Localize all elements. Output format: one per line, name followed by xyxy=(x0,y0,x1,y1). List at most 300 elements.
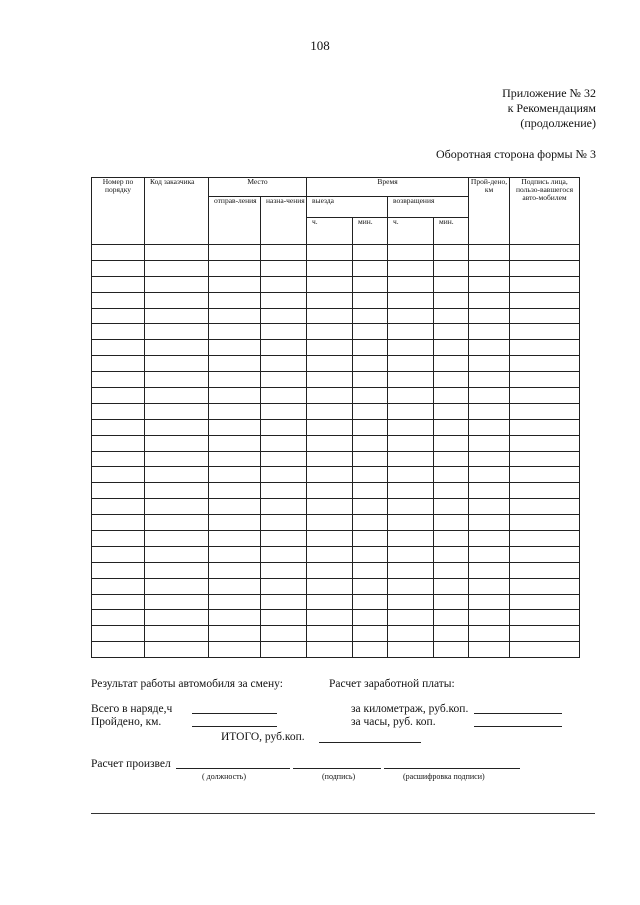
table-cell[interactable] xyxy=(353,578,388,594)
table-cell[interactable] xyxy=(209,435,261,451)
table-cell[interactable] xyxy=(434,642,469,658)
table-cell[interactable] xyxy=(145,340,209,356)
table-cell[interactable] xyxy=(353,515,388,531)
table-cell[interactable] xyxy=(307,308,353,324)
table-cell[interactable] xyxy=(261,324,307,340)
table-cell[interactable] xyxy=(145,419,209,435)
table-cell[interactable] xyxy=(388,372,434,388)
table-cell[interactable] xyxy=(388,531,434,547)
table-cell[interactable] xyxy=(92,276,145,292)
per-hours-field[interactable] xyxy=(474,726,562,727)
table-cell[interactable] xyxy=(469,308,510,324)
header-departure-hours: ч. xyxy=(307,218,353,245)
table-row xyxy=(92,403,580,419)
table-cell[interactable] xyxy=(209,610,261,626)
table-cell[interactable] xyxy=(353,419,388,435)
table-cell[interactable] xyxy=(307,372,353,388)
table-cell[interactable] xyxy=(434,403,469,419)
table-cell[interactable] xyxy=(388,324,434,340)
table-row xyxy=(92,642,580,658)
table-cell[interactable] xyxy=(469,292,510,308)
table-cell[interactable] xyxy=(92,531,145,547)
table-cell[interactable] xyxy=(261,562,307,578)
table-cell[interactable] xyxy=(92,578,145,594)
table-cell[interactable] xyxy=(353,292,388,308)
distance-km-field[interactable] xyxy=(192,726,277,727)
table-cell[interactable] xyxy=(434,372,469,388)
table-cell[interactable] xyxy=(353,403,388,419)
table-cell[interactable] xyxy=(510,562,580,578)
table-cell[interactable] xyxy=(388,578,434,594)
table-cell[interactable] xyxy=(145,308,209,324)
table-cell[interactable] xyxy=(469,324,510,340)
table-cell[interactable] xyxy=(261,642,307,658)
table-cell[interactable] xyxy=(434,276,469,292)
table-cell[interactable] xyxy=(209,594,261,610)
table-row xyxy=(92,515,580,531)
table-cell[interactable] xyxy=(307,531,353,547)
signature-field[interactable] xyxy=(293,768,381,769)
table-cell[interactable] xyxy=(145,324,209,340)
table-cell[interactable] xyxy=(92,451,145,467)
table-cell[interactable] xyxy=(209,403,261,419)
table-cell[interactable] xyxy=(353,531,388,547)
table-cell[interactable] xyxy=(434,245,469,261)
table-cell[interactable] xyxy=(145,578,209,594)
table-cell[interactable] xyxy=(209,562,261,578)
table-cell[interactable] xyxy=(92,467,145,483)
table-cell[interactable] xyxy=(510,435,580,451)
table-cell[interactable] xyxy=(510,451,580,467)
total-hours-field[interactable] xyxy=(192,713,277,714)
table-cell[interactable] xyxy=(353,483,388,499)
table-cell[interactable] xyxy=(469,372,510,388)
table-cell[interactable] xyxy=(469,594,510,610)
table-cell[interactable] xyxy=(261,594,307,610)
appendix-line-2: к Рекомендациям xyxy=(507,101,596,115)
table-cell[interactable] xyxy=(510,372,580,388)
table-cell[interactable] xyxy=(209,642,261,658)
table-cell[interactable] xyxy=(388,451,434,467)
table-cell[interactable] xyxy=(510,467,580,483)
table-cell[interactable] xyxy=(510,515,580,531)
table-cell[interactable] xyxy=(388,260,434,276)
table-cell[interactable] xyxy=(92,483,145,499)
table-cell[interactable] xyxy=(388,467,434,483)
table-cell[interactable] xyxy=(307,324,353,340)
table-cell[interactable] xyxy=(434,388,469,404)
table-cell[interactable] xyxy=(434,324,469,340)
table-cell[interactable] xyxy=(510,388,580,404)
table-cell[interactable] xyxy=(469,610,510,626)
table-cell[interactable] xyxy=(209,276,261,292)
table-cell[interactable] xyxy=(145,260,209,276)
table-cell[interactable] xyxy=(145,245,209,261)
table-cell[interactable] xyxy=(307,435,353,451)
table-cell[interactable] xyxy=(92,388,145,404)
table-cell[interactable] xyxy=(145,292,209,308)
table-cell[interactable] xyxy=(209,467,261,483)
table-cell[interactable] xyxy=(145,467,209,483)
table-cell[interactable] xyxy=(209,260,261,276)
table-cell[interactable] xyxy=(307,356,353,372)
table-cell[interactable] xyxy=(469,356,510,372)
table-cell[interactable] xyxy=(145,515,209,531)
table-cell[interactable] xyxy=(307,610,353,626)
table-cell[interactable] xyxy=(469,276,510,292)
table-cell[interactable] xyxy=(469,642,510,658)
table-cell[interactable] xyxy=(434,626,469,642)
table-row xyxy=(92,340,580,356)
table-cell[interactable] xyxy=(388,562,434,578)
header-return-hours: ч. xyxy=(388,218,434,245)
table-cell[interactable] xyxy=(469,483,510,499)
table-cell[interactable] xyxy=(209,388,261,404)
table-cell[interactable] xyxy=(209,499,261,515)
table-cell[interactable] xyxy=(261,483,307,499)
decoding-caption: (расшифровка подписи) xyxy=(403,772,485,781)
table-row xyxy=(92,467,580,483)
table-cell[interactable] xyxy=(92,292,145,308)
table-cell[interactable] xyxy=(92,260,145,276)
table-cell[interactable] xyxy=(510,260,580,276)
table-cell[interactable] xyxy=(145,372,209,388)
table-cell[interactable] xyxy=(261,403,307,419)
table-cell[interactable] xyxy=(261,546,307,562)
table-cell[interactable] xyxy=(92,356,145,372)
table-cell[interactable] xyxy=(353,260,388,276)
table-cell[interactable] xyxy=(145,610,209,626)
table-cell[interactable] xyxy=(261,388,307,404)
table-cell[interactable] xyxy=(469,403,510,419)
table-cell[interactable] xyxy=(92,245,145,261)
table-cell[interactable] xyxy=(353,610,388,626)
table-cell[interactable] xyxy=(261,308,307,324)
table-cell[interactable] xyxy=(307,546,353,562)
table-cell[interactable] xyxy=(353,372,388,388)
table-cell[interactable] xyxy=(353,467,388,483)
table-cell[interactable] xyxy=(307,626,353,642)
table-cell[interactable] xyxy=(261,372,307,388)
table-cell[interactable] xyxy=(209,531,261,547)
table-cell[interactable] xyxy=(92,594,145,610)
table-cell[interactable] xyxy=(469,419,510,435)
table-cell[interactable] xyxy=(145,546,209,562)
table-cell[interactable] xyxy=(92,499,145,515)
table-cell[interactable] xyxy=(209,245,261,261)
table-cell[interactable] xyxy=(209,356,261,372)
table-cell[interactable] xyxy=(388,419,434,435)
table-cell[interactable] xyxy=(307,499,353,515)
table-cell[interactable] xyxy=(261,467,307,483)
table-cell[interactable] xyxy=(434,546,469,562)
table-cell[interactable] xyxy=(353,546,388,562)
table-cell[interactable] xyxy=(434,260,469,276)
table-cell[interactable] xyxy=(92,515,145,531)
table-cell[interactable] xyxy=(510,292,580,308)
table-cell[interactable] xyxy=(434,292,469,308)
table-cell[interactable] xyxy=(388,594,434,610)
table-cell[interactable] xyxy=(307,340,353,356)
calc-by-label: Расчет произвел xyxy=(91,758,171,770)
table-cell[interactable] xyxy=(388,499,434,515)
table-cell[interactable] xyxy=(145,499,209,515)
table-cell[interactable] xyxy=(209,515,261,531)
table-cell[interactable] xyxy=(353,594,388,610)
table-cell[interactable] xyxy=(307,403,353,419)
table-cell[interactable] xyxy=(388,515,434,531)
table-cell[interactable] xyxy=(307,594,353,610)
table-cell[interactable] xyxy=(469,626,510,642)
table-cell[interactable] xyxy=(353,340,388,356)
table-cell[interactable] xyxy=(434,435,469,451)
table-cell[interactable] xyxy=(510,546,580,562)
table-cell[interactable] xyxy=(434,499,469,515)
header-number: Номер по порядку xyxy=(92,178,145,245)
table-cell[interactable] xyxy=(510,356,580,372)
table-cell[interactable] xyxy=(434,483,469,499)
table-row xyxy=(92,531,580,547)
header-time: Время xyxy=(307,178,469,197)
table-row xyxy=(92,419,580,435)
table-cell[interactable] xyxy=(388,308,434,324)
table-cell[interactable] xyxy=(469,578,510,594)
table-cell[interactable] xyxy=(261,276,307,292)
table-cell[interactable] xyxy=(209,419,261,435)
table-cell[interactable] xyxy=(469,546,510,562)
table-cell[interactable] xyxy=(145,642,209,658)
table-cell[interactable] xyxy=(145,483,209,499)
table-cell[interactable] xyxy=(353,562,388,578)
table-cell[interactable] xyxy=(209,626,261,642)
table-cell[interactable] xyxy=(469,245,510,261)
table-cell[interactable] xyxy=(209,483,261,499)
table-cell[interactable] xyxy=(145,276,209,292)
table-cell[interactable] xyxy=(510,531,580,547)
table-cell[interactable] xyxy=(307,451,353,467)
table-cell[interactable] xyxy=(469,531,510,547)
table-cell[interactable] xyxy=(261,260,307,276)
table-cell[interactable] xyxy=(209,308,261,324)
table-cell[interactable] xyxy=(145,388,209,404)
table-cell[interactable] xyxy=(510,594,580,610)
table-cell[interactable] xyxy=(209,340,261,356)
table-cell[interactable] xyxy=(261,340,307,356)
table-cell[interactable] xyxy=(469,451,510,467)
table-row xyxy=(92,324,580,340)
table-cell[interactable] xyxy=(145,356,209,372)
table-cell[interactable] xyxy=(261,515,307,531)
table-cell[interactable] xyxy=(510,419,580,435)
table-cell[interactable] xyxy=(388,546,434,562)
table-cell[interactable] xyxy=(353,388,388,404)
table-cell[interactable] xyxy=(307,515,353,531)
table-cell[interactable] xyxy=(388,403,434,419)
table-cell[interactable] xyxy=(388,292,434,308)
table-cell[interactable] xyxy=(388,356,434,372)
table-cell[interactable] xyxy=(145,403,209,419)
table-cell[interactable] xyxy=(145,435,209,451)
table-cell[interactable] xyxy=(434,340,469,356)
table-cell[interactable] xyxy=(434,467,469,483)
table-cell[interactable] xyxy=(469,515,510,531)
table-cell[interactable] xyxy=(510,610,580,626)
table-cell[interactable] xyxy=(434,451,469,467)
table-cell[interactable] xyxy=(307,419,353,435)
table-cell[interactable] xyxy=(261,435,307,451)
table-cell[interactable] xyxy=(307,562,353,578)
table-cell[interactable] xyxy=(92,372,145,388)
table-cell[interactable] xyxy=(261,578,307,594)
total-label: ИТОГО, руб.коп. xyxy=(221,731,305,743)
table-row xyxy=(92,451,580,467)
table-cell[interactable] xyxy=(469,499,510,515)
table-row xyxy=(92,626,580,642)
table-cell[interactable] xyxy=(261,292,307,308)
table-cell[interactable] xyxy=(388,340,434,356)
table-cell[interactable] xyxy=(307,292,353,308)
signature-caption: (подпись) xyxy=(322,772,356,781)
per-km-field[interactable] xyxy=(474,713,562,714)
header-signature: Подпись лица, пользо-вавшегося авто-мобилем xyxy=(510,178,580,245)
table-cell[interactable] xyxy=(353,499,388,515)
table-cell[interactable] xyxy=(469,340,510,356)
table-cell[interactable] xyxy=(353,276,388,292)
table-cell[interactable] xyxy=(388,483,434,499)
table-cell[interactable] xyxy=(510,483,580,499)
table-cell[interactable] xyxy=(469,388,510,404)
signature-decoding-field[interactable] xyxy=(384,768,520,769)
table-cell[interactable] xyxy=(307,467,353,483)
table-cell[interactable] xyxy=(92,642,145,658)
table-cell[interactable] xyxy=(434,594,469,610)
salary-calc-label: Расчет заработной платы: xyxy=(329,678,455,690)
table-cell[interactable] xyxy=(145,562,209,578)
table-cell[interactable] xyxy=(434,610,469,626)
table-row xyxy=(92,594,580,610)
table-row xyxy=(92,356,580,372)
position-field[interactable] xyxy=(176,768,290,769)
table-cell[interactable] xyxy=(261,419,307,435)
table-cell[interactable] xyxy=(388,626,434,642)
table-cell[interactable] xyxy=(92,324,145,340)
table-cell[interactable] xyxy=(261,451,307,467)
table-row xyxy=(92,245,580,261)
table-cell[interactable] xyxy=(469,260,510,276)
table-cell[interactable] xyxy=(353,451,388,467)
table-cell[interactable] xyxy=(92,626,145,642)
table-cell[interactable] xyxy=(510,499,580,515)
table-cell[interactable] xyxy=(388,610,434,626)
table-row xyxy=(92,562,580,578)
table-cell[interactable] xyxy=(510,276,580,292)
table-cell[interactable] xyxy=(307,388,353,404)
table-cell[interactable] xyxy=(261,626,307,642)
table-cell[interactable] xyxy=(145,451,209,467)
table-cell[interactable] xyxy=(209,292,261,308)
table-cell[interactable] xyxy=(307,578,353,594)
table-cell[interactable] xyxy=(261,531,307,547)
table-cell[interactable] xyxy=(307,483,353,499)
table-cell[interactable] xyxy=(307,642,353,658)
table-cell[interactable] xyxy=(434,308,469,324)
table-cell[interactable] xyxy=(209,578,261,594)
table-cell[interactable] xyxy=(145,626,209,642)
table-cell[interactable] xyxy=(388,388,434,404)
table-cell[interactable] xyxy=(388,245,434,261)
table-cell[interactable] xyxy=(92,435,145,451)
table-cell[interactable] xyxy=(434,578,469,594)
table-cell[interactable] xyxy=(92,562,145,578)
table-cell[interactable] xyxy=(92,610,145,626)
table-cell[interactable] xyxy=(353,642,388,658)
table-cell[interactable] xyxy=(209,451,261,467)
table-row xyxy=(92,260,580,276)
table-cell[interactable] xyxy=(434,531,469,547)
table-cell[interactable] xyxy=(434,562,469,578)
table-cell[interactable] xyxy=(510,340,580,356)
table-cell[interactable] xyxy=(92,403,145,419)
table-cell[interactable] xyxy=(261,610,307,626)
table-cell[interactable] xyxy=(353,626,388,642)
table-cell[interactable] xyxy=(510,642,580,658)
table-cell[interactable] xyxy=(510,626,580,642)
table-cell[interactable] xyxy=(353,245,388,261)
total-field[interactable] xyxy=(319,742,421,743)
table-cell[interactable] xyxy=(434,356,469,372)
distance-km-label: Пройдено, км. xyxy=(91,716,162,728)
table-cell[interactable] xyxy=(510,308,580,324)
per-hours-label: за часы, руб. коп. xyxy=(351,716,436,728)
table-cell[interactable] xyxy=(353,308,388,324)
table-cell[interactable] xyxy=(353,435,388,451)
header-return-minutes: мин. xyxy=(434,218,469,245)
table-cell[interactable] xyxy=(388,276,434,292)
table-cell[interactable] xyxy=(209,324,261,340)
table-cell[interactable] xyxy=(145,594,209,610)
table-row xyxy=(92,610,580,626)
appendix-line-3: (продолжение) xyxy=(520,116,596,130)
table-cell[interactable] xyxy=(307,245,353,261)
table-cell[interactable] xyxy=(510,403,580,419)
table-cell[interactable] xyxy=(388,642,434,658)
table-cell[interactable] xyxy=(92,419,145,435)
table-cell[interactable] xyxy=(145,531,209,547)
table-cell[interactable] xyxy=(469,562,510,578)
table-cell[interactable] xyxy=(209,372,261,388)
table-cell[interactable] xyxy=(92,340,145,356)
table-cell[interactable] xyxy=(510,578,580,594)
table-cell[interactable] xyxy=(307,260,353,276)
table-cell[interactable] xyxy=(92,546,145,562)
table-cell[interactable] xyxy=(92,308,145,324)
table-cell[interactable] xyxy=(353,324,388,340)
table-cell[interactable] xyxy=(469,435,510,451)
table-cell[interactable] xyxy=(261,356,307,372)
page-number: 108 xyxy=(310,38,330,53)
table-cell[interactable] xyxy=(209,546,261,562)
table-cell[interactable] xyxy=(353,356,388,372)
table-cell[interactable] xyxy=(434,515,469,531)
table-cell[interactable] xyxy=(388,435,434,451)
table-cell[interactable] xyxy=(261,499,307,515)
table-cell[interactable] xyxy=(510,324,580,340)
table-cell[interactable] xyxy=(510,245,580,261)
table-cell[interactable] xyxy=(469,467,510,483)
table-cell[interactable] xyxy=(434,419,469,435)
table-cell[interactable] xyxy=(307,276,353,292)
table-cell[interactable] xyxy=(261,245,307,261)
